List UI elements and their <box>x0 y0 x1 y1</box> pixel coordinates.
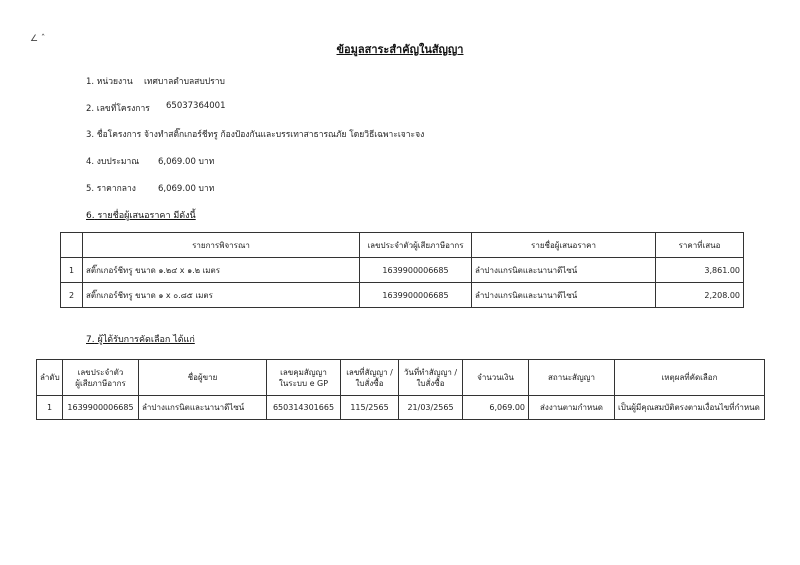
header-cell: จำนวนเงิน <box>463 360 529 396</box>
contract-status-cell: ส่งงานตามกำหนด <box>529 396 615 420</box>
table-row <box>61 258 744 283</box>
header-cell: เลขประจำตัว ผู้เสียภาษีอากร <box>63 360 139 396</box>
row-number: 1 <box>61 258 83 283</box>
field-label: 1. หน่วยงาน <box>86 77 133 87</box>
vendor-name-cell: ลำปางแกรนิตและนานาดีไซน์ <box>139 396 267 420</box>
contract-date-cell: 21/03/2565 <box>399 396 463 420</box>
section7-heading <box>86 332 195 346</box>
row-number: 1 <box>37 396 63 420</box>
field-label: 5. ราคากลาง <box>86 184 136 194</box>
selected-vendor-table <box>36 359 765 420</box>
header-cell: เหตุผลที่คัดเลือก <box>615 360 765 396</box>
field-value: 6,069.00 บาท <box>158 157 215 167</box>
section-title: ผู้ได้รับการคัดเลือก ได้แก่ <box>97 335 195 345</box>
table-row <box>61 283 744 308</box>
tax-id-cell: 1639900006685 <box>63 396 139 420</box>
tax-id-cell: 1639900006685 <box>360 258 472 283</box>
selection-reason-cell: เป็นผู้มีคุณสมบัติตรงตามเงื่อนไขที่กำหนด <box>615 396 765 420</box>
header-cell: รายชื่อผู้เสนอราคา <box>472 233 656 258</box>
field-value: 6,069.00 บาท <box>158 184 215 194</box>
bidder-cell: ลำปางแกรนิตและนานาดีไซน์ <box>472 283 656 308</box>
amount-cell: 6,069.00 <box>463 396 529 420</box>
header-cell: วันที่ทำสัญญา / ใบสั่งซื้อ <box>399 360 463 396</box>
header-cell: รายการพิจารณา <box>83 233 360 258</box>
field-label: 2. เลขที่โครงการ <box>86 104 150 114</box>
page-mark: ∠ ˆ <box>30 34 46 44</box>
field-label: 4. งบประมาณ <box>86 157 140 167</box>
section6-heading <box>86 208 196 222</box>
section-title: รายชื่อผู้เสนอราคา มีดังนี้ <box>97 211 196 221</box>
header-cell <box>61 233 83 258</box>
contract-number-cell: 115/2565 <box>341 396 399 420</box>
header-cell: ลำดับ <box>37 360 63 396</box>
header-cell: เลขประจำตัวผู้เสียภาษีอากร <box>360 233 472 258</box>
field-value: 65037364001 <box>166 101 226 111</box>
row-number: 2 <box>61 283 83 308</box>
section-number: 7. <box>86 335 95 345</box>
header-cell: เลขที่สัญญา / ใบสั่งซื้อ <box>341 360 399 396</box>
header-cell: สถานะสัญญา <box>529 360 615 396</box>
table-header-row <box>37 360 765 396</box>
field-label: 3. ชื่อโครงการ <box>86 130 142 140</box>
bidder-cell: ลำปางแกรนิตและนานาดีไซน์ <box>472 258 656 283</box>
field-value: เทศบาลตำบลสบปราบ <box>144 77 225 87</box>
bidders-table <box>60 232 744 308</box>
item-cell: สติ๊กเกอร์ชีทรู ขนาด ๑ x ๐.๘๕ เมตร <box>83 283 360 308</box>
section-number: 6. <box>86 211 95 221</box>
price-cell: 3,861.00 <box>656 258 744 283</box>
tax-id-cell: 1639900006685 <box>360 283 472 308</box>
item-cell: สติ๊กเกอร์ชีทรู ขนาด ๑.๒๔ x ๑.๒ เมตร <box>83 258 360 283</box>
price-cell: 2,208.00 <box>656 283 744 308</box>
page-title: ข้อมูลสาระสำคัญในสัญญา <box>336 43 464 56</box>
header-cell: เลขคุมสัญญา ในระบบ e GP <box>267 360 341 396</box>
header-cell: ราคาที่เสนอ <box>656 233 744 258</box>
table-row <box>37 396 765 420</box>
header-cell: ชื่อผู้ขาย <box>139 360 267 396</box>
table-header-row <box>61 233 744 258</box>
field-value: จ้างทำสติ๊กเกอร์ชีทรู ก้องป้องกันและบรรเทาสาธารณภัย โดยวิธีเฉพาะเจาะจง <box>144 130 425 140</box>
egp-control-cell: 650314301665 <box>267 396 341 420</box>
